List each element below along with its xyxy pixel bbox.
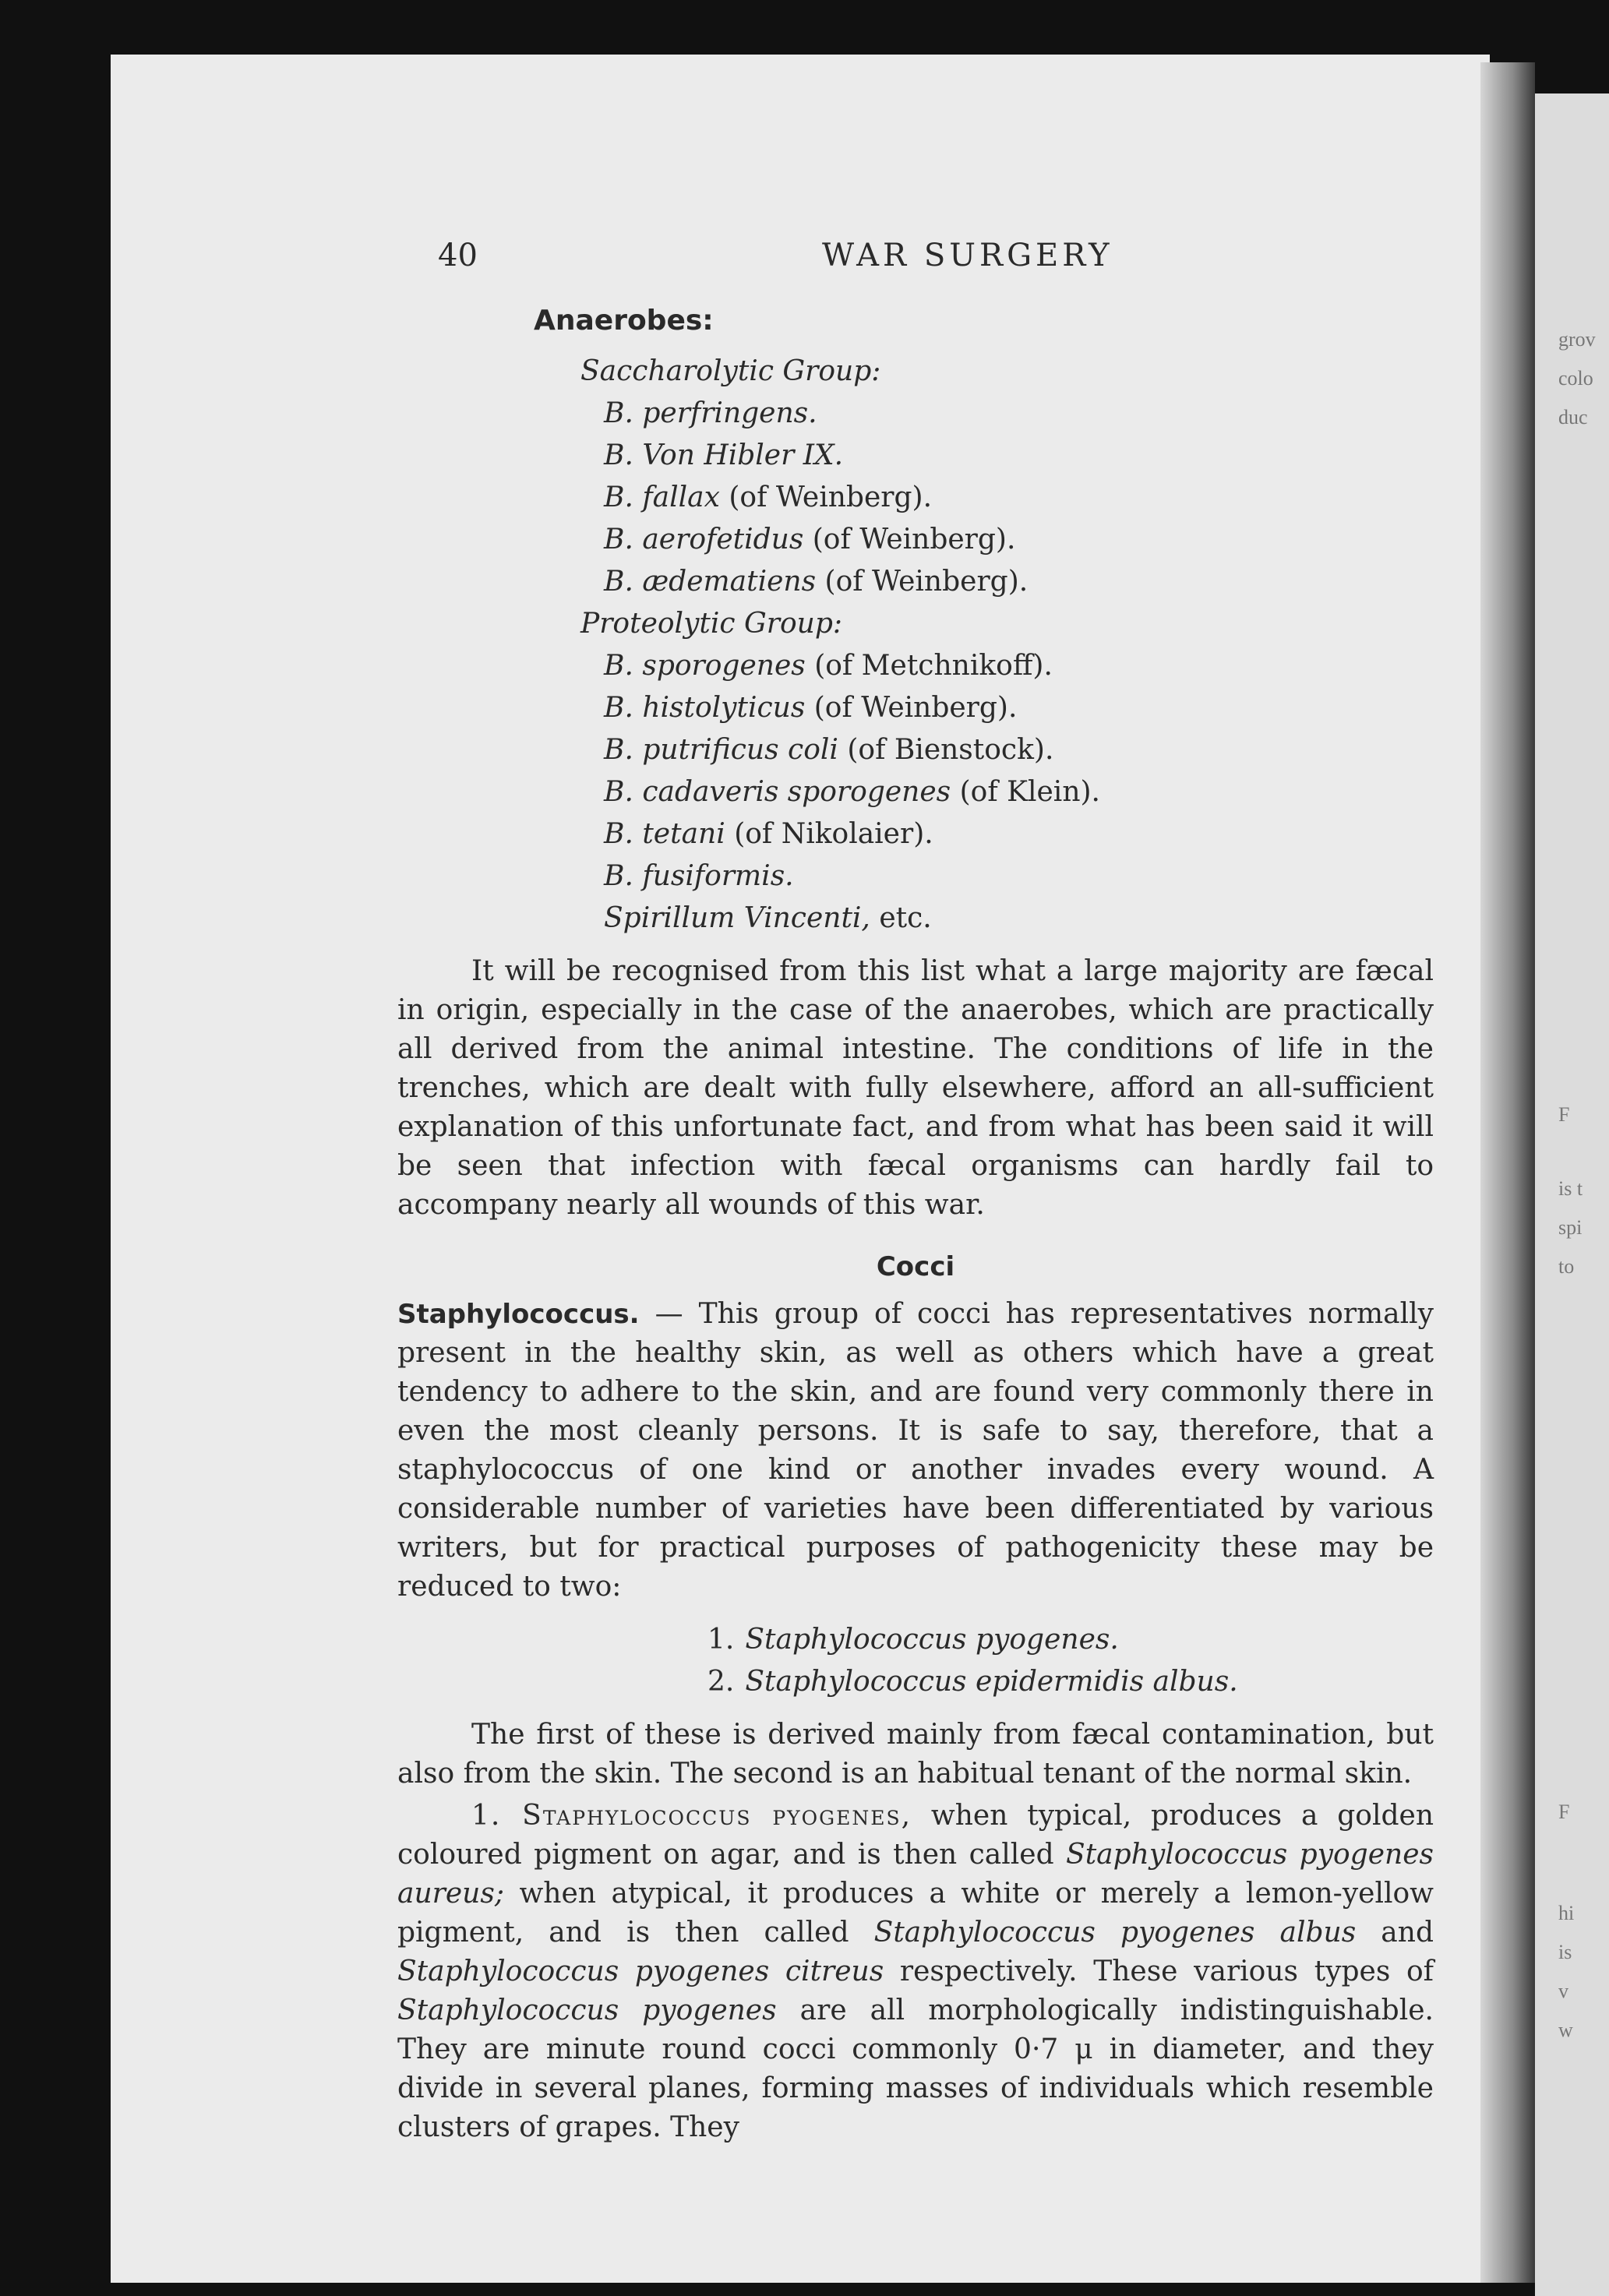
list-item: B. tetani (of Nikolaier). <box>604 818 933 850</box>
edge-fragment: w <box>1558 2019 1573 2041</box>
running-title: WAR SURGERY <box>822 238 1113 273</box>
list-item: B. cadaveris sporogenes (of Klein). <box>604 776 1100 808</box>
group-heading: Proteolytic Group: <box>580 608 842 640</box>
list-item: Spirillum Vincenti, etc. <box>604 902 932 934</box>
running-head <box>397 238 1434 284</box>
edge-fragment: grov <box>1558 328 1596 351</box>
section-title: Cocci <box>876 1251 955 1282</box>
list-item: B. aerofetidus (of Weinberg). <box>604 524 1016 555</box>
edge-fragment: F <box>1558 1800 1570 1823</box>
group-heading: Saccharolytic Group: <box>580 355 881 387</box>
edge-fragment: colo <box>1558 367 1593 390</box>
page-number: 40 <box>438 238 478 273</box>
list-item: B. ædematiens (of Weinberg). <box>604 566 1029 598</box>
list-item: B. Von Hibler IX. <box>604 439 844 471</box>
list-item: 1. Staphylococcus pyogenes. <box>707 1624 1119 1656</box>
edge-fragment: hi <box>1558 1902 1575 1924</box>
anaerobes-heading: Anaerobes: <box>534 305 714 337</box>
list-item: B. putrificus coli (of Bienstock). <box>604 734 1054 766</box>
edge-fragment: spi <box>1558 1216 1583 1239</box>
edge-fragment: to <box>1558 1255 1575 1278</box>
paragraph: It will be recognised from this list what a large majority are fæcal in origin, especially in the case of the anaerobes, which are practically all derived from the animal intestine. The conditions of life in the trenches, which are dealt with fully elsewhere, afford an all-sufficient explanation of this unfortunate fact, and from what has been said it will be seen that infection with fæcal organisms can hardly fail to accompany nearly all wounds of this war. <box>397 955 1434 1221</box>
inline-heading: Staphylococcus. <box>397 1299 640 1330</box>
list-item: B. fusiformis. <box>604 860 794 892</box>
list-item: B. sporogenes (of Metchnikoff). <box>604 650 1053 682</box>
paragraph: Staphylococcus. — This group of cocci has representatives normally present in the healthy skin, as well as others which have a great tendency to adhere to the skin, and are found very commonly there in even the most cleanly persons. It is safe to say, therefore, that a staphylococcus of one kind or another invades every wound. A considerable number of varieties have been differentiated by various writers, but for practical purposes of pathogenicity these may be reduced to two: <box>397 1298 1434 1603</box>
page-binding-shadow <box>1480 62 1535 2283</box>
edge-fragment: duc <box>1558 406 1588 429</box>
edge-fragment: is t <box>1558 1177 1583 1200</box>
edge-fragment: F <box>1558 1103 1570 1126</box>
page-text <box>397 238 1434 2147</box>
list-item: B. fallax (of Weinberg). <box>604 481 933 513</box>
paragraph: The first of these is derived mainly from fæcal contamination, but also from the skin. The second is an habitual tenant of the normal skin. <box>397 1719 1434 1790</box>
edge-fragment: v <box>1558 1980 1568 2002</box>
type-list <box>397 1619 1434 1703</box>
list-item: B. perfringens. <box>604 397 817 429</box>
edge-fragment: is <box>1558 1941 1572 1963</box>
paragraph: 1. Staphylococcus pyogenes, when typical, produces a golden coloured pigment on agar, and is then called Staphylococcus pyogenes aureus; when atypical, it produces a white or merely a lemon-yellow pigment, and is then called Staphylococcus pyogenes albus and Staphylococcus pyogenes citreus respectively. These various types of Staphylococcus pyogenes are all morphologically indistinguishable. They are minute round cocci commonly 0·7 μ in diameter, and they divide in several planes, forming masses of individuals which resemble clusters of grapes. They <box>397 1800 1434 2143</box>
list-item: B. histolyticus (of Weinberg). <box>604 692 1018 724</box>
list-item: 2. Staphylococcus epidermidis albus. <box>707 1666 1238 1698</box>
